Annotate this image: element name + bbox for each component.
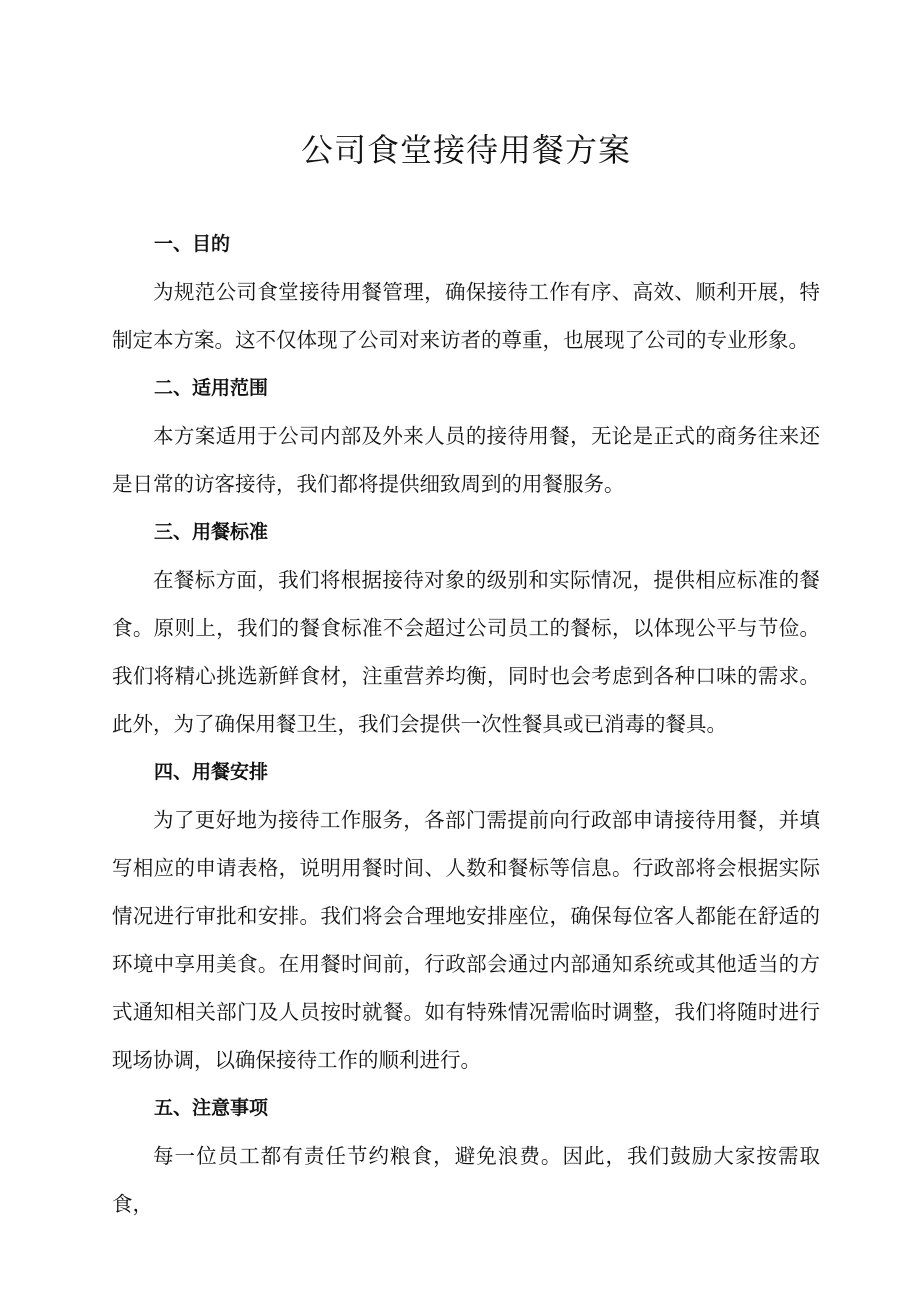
section-heading-scope: 二、适用范围 — [154, 377, 269, 399]
section-heading-meal-arrangement: 四、用餐安排 — [154, 761, 269, 783]
section-paragraph-purpose: 为规范公司食堂接待用餐管理，确保接待工作有序、高效、顺利开展，特制定本方案。这不仅体现了公司对来访者的尊重，也展现了公司的专业形象。 — [112, 280, 820, 352]
section-paragraph-meal-arrangement: 为了更好地为接待工作服务，各部门需提前向行政部申请接待用餐，并填写相应的申请表格，说明用餐时间、人数和餐标等信息。行政部将会根据实际情况进行审批和安排。我们将会合理地安排座位，确保每位客人都能在舒适的环境中享用美食。在用餐时间前，行政部会通过内部通知系统或其他适当的方式通知相关部门及人员按时就餐。如有特殊情况需临时调整，我们将随时进行现场协调，以确保接待工作的顺利进行。 — [112, 808, 820, 1072]
section-paragraph-meal-standard: 在餐标方面，我们将根据接待对象的级别和实际情况，提供相应标准的餐食。原则上，我们的餐食标准不会超过公司员工的餐标，以体现公平与节俭。我们将精心挑选新鲜食材，注重营养均衡，同时也会考虑到各种口味的需求。此外，为了确保用餐卫生，我们会提供一次性餐具或已消毒的餐具。 — [112, 568, 820, 736]
section-heading-notes: 五、注意事项 — [154, 1097, 269, 1119]
section-heading-meal-standard: 三、用餐标准 — [154, 521, 269, 543]
section-paragraph-notes: 每一位员工都有责任节约粮食，避免浪费。因此，我们鼓励大家按需取食， — [112, 1144, 820, 1216]
section-paragraph-scope: 本方案适用于公司内部及外来人员的接待用餐，无论是正式的商务往来还是日常的访客接待，我们都将提供细致周到的用餐服务。 — [112, 424, 820, 496]
document-title: 公司食堂接待用餐方案 — [300, 131, 631, 169]
section-heading-purpose: 一、目的 — [154, 233, 231, 255]
